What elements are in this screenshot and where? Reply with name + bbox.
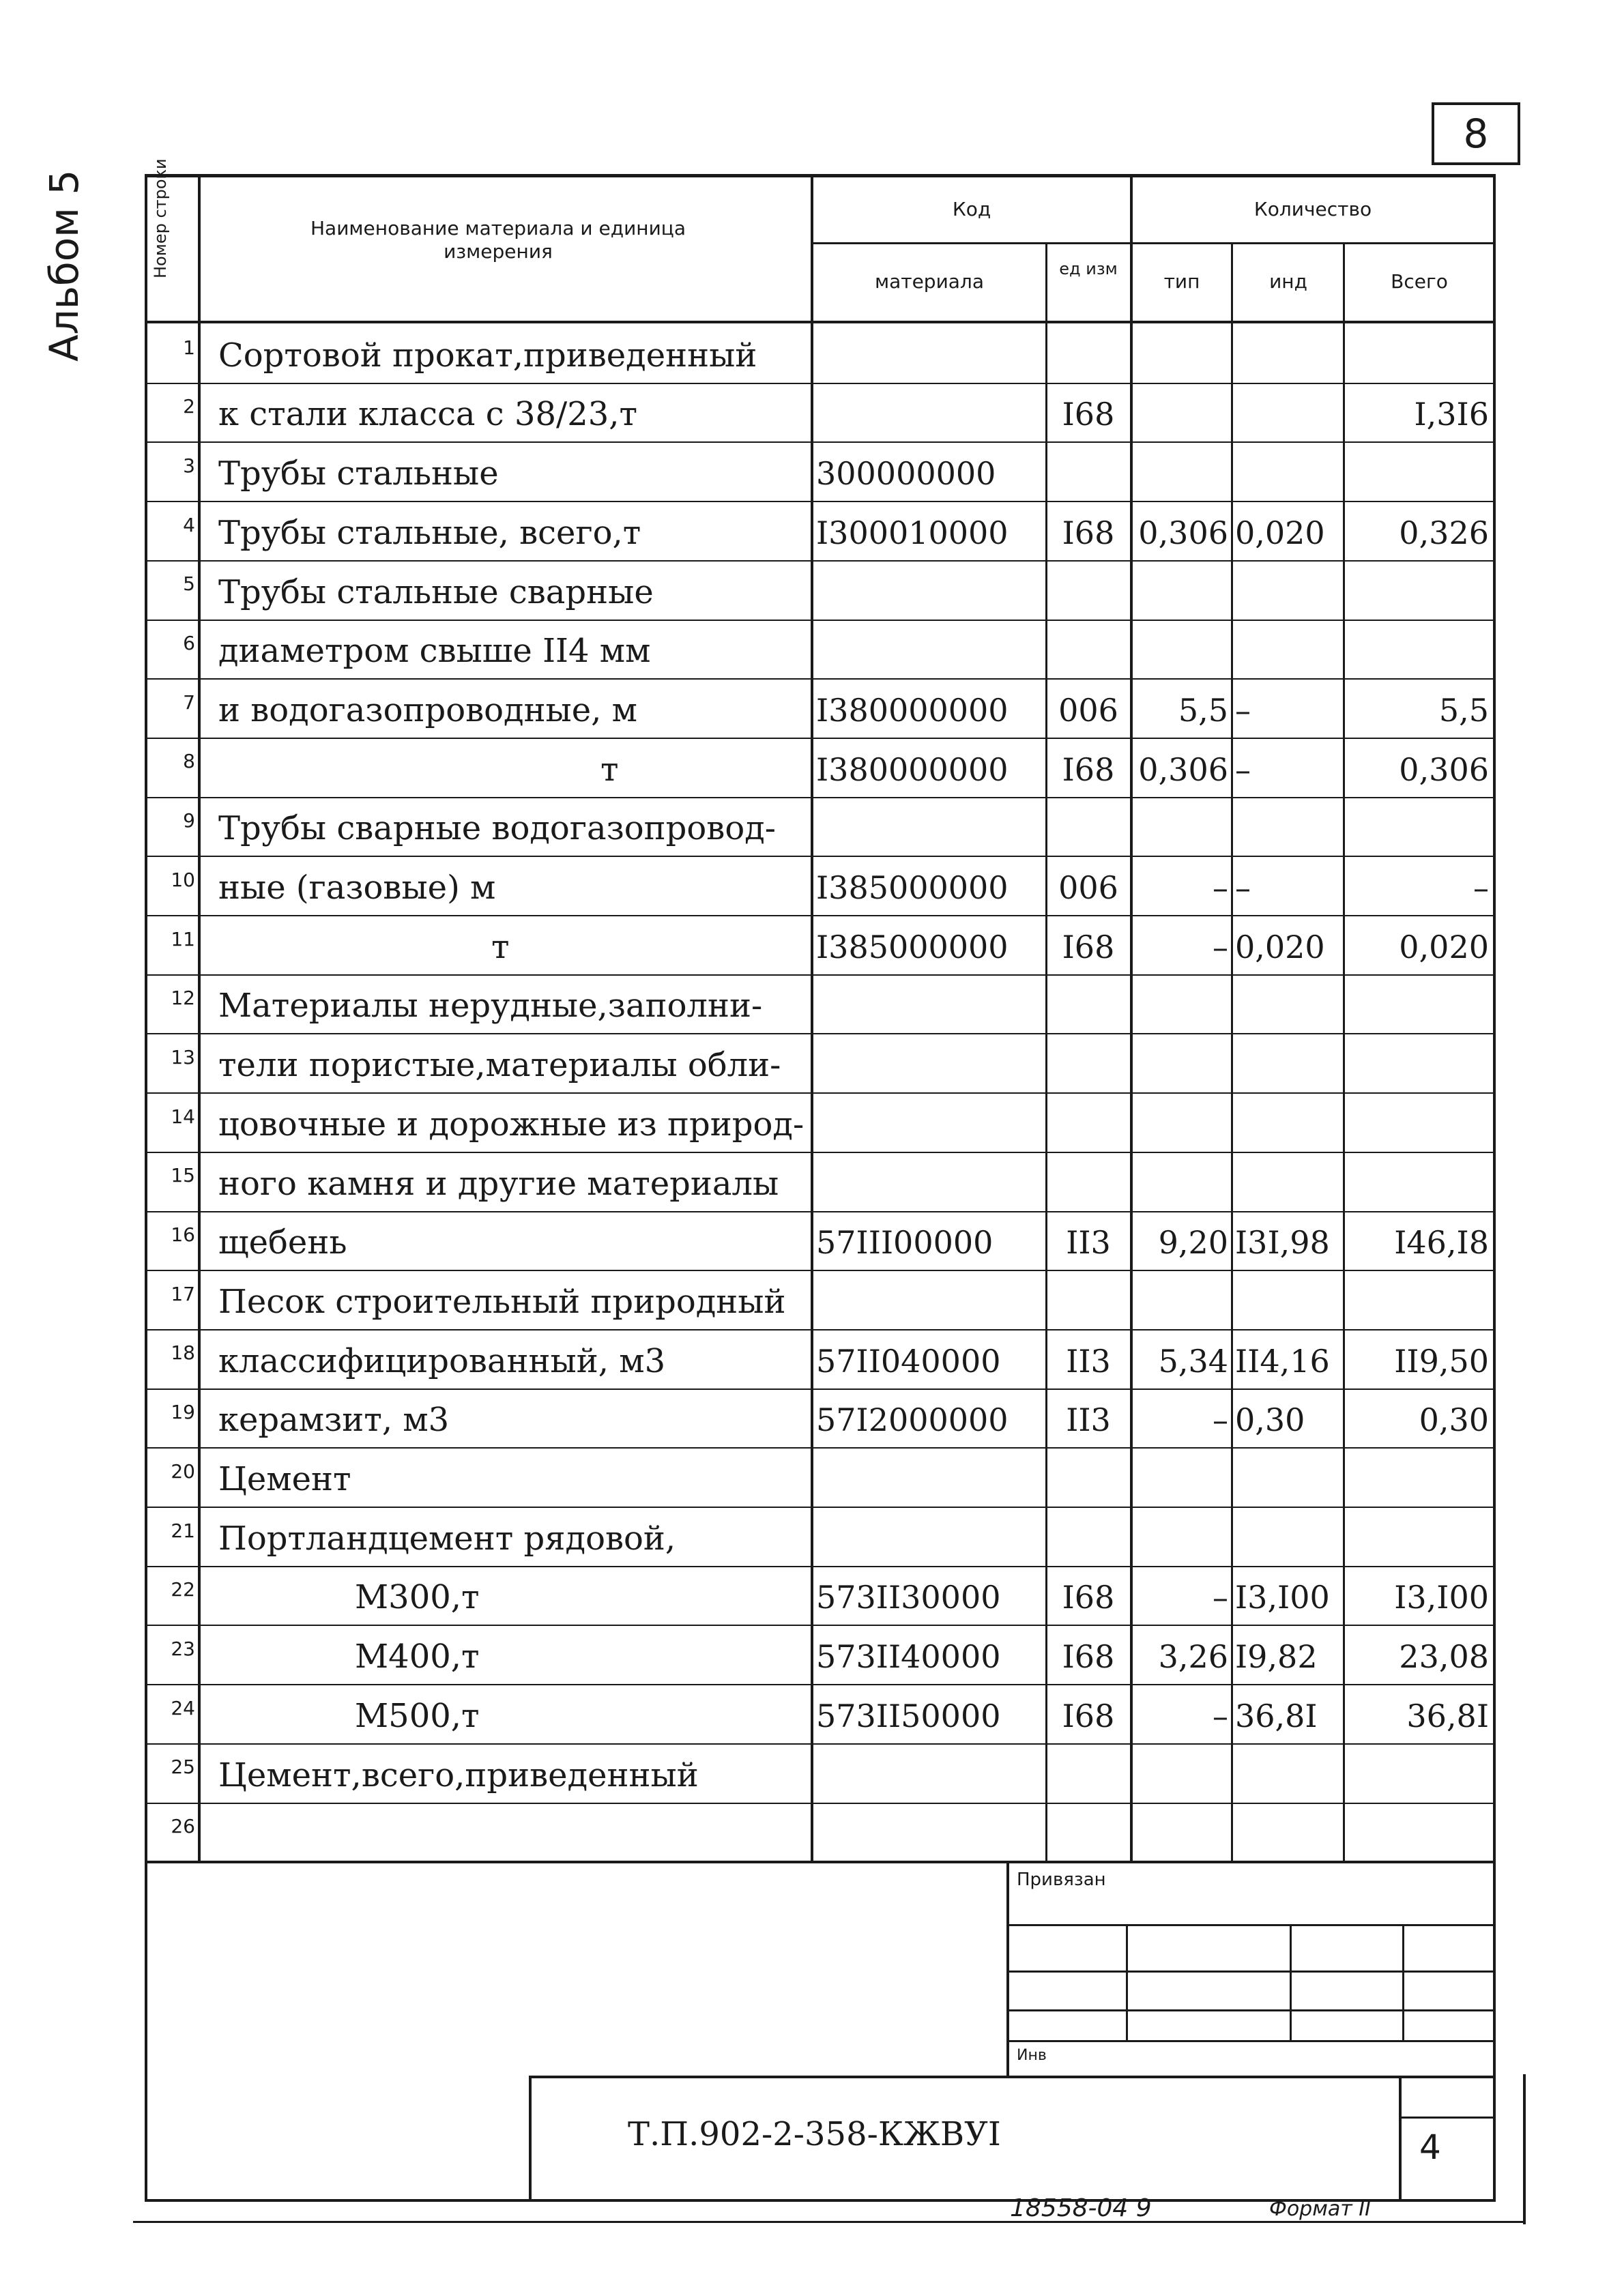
row-no-cell: 12 xyxy=(171,987,195,1010)
row-separator xyxy=(147,383,1493,384)
row-ind-cell: 36,8I xyxy=(1235,1697,1318,1734)
row-code-cell: 57III00000 xyxy=(816,1224,994,1262)
row-ind-cell: 0,30 xyxy=(1235,1401,1305,1439)
row-separator xyxy=(147,1033,1493,1034)
row-name-cell: Сортовой прокат,приведенный xyxy=(218,336,757,375)
row-no-cell: 14 xyxy=(171,1105,195,1128)
header-qty-ind: инд xyxy=(1269,270,1307,293)
row-no-cell: 8 xyxy=(183,750,195,773)
row-separator xyxy=(147,560,1493,562)
row-no-cell: 15 xyxy=(171,1164,195,1187)
footer-note: 18558-04 9 xyxy=(1010,2194,1152,2222)
row-unit-cell: I68 xyxy=(1062,1638,1115,1676)
row-no-cell: 13 xyxy=(171,1045,195,1068)
row-unit-cell: 006 xyxy=(1058,869,1118,907)
row-unit-cell: II3 xyxy=(1066,1224,1111,1262)
row-total-cell: 5,5 xyxy=(1438,691,1489,729)
row-typ-cell: 0,306 xyxy=(1138,514,1228,551)
row-name-cell: Материалы нерудные,заполни- xyxy=(218,987,763,1026)
row-name-cell: тели пористые,материалы обли- xyxy=(218,1046,781,1085)
row-no-cell: 1 xyxy=(183,336,195,359)
row-name-cell: ного камня и другие материалы xyxy=(218,1164,779,1203)
header-quantity: Количество xyxy=(1253,198,1372,220)
row-name-cell: Цемент,всего,приведенный xyxy=(218,1756,699,1794)
row-no-cell: 21 xyxy=(171,1519,195,1542)
row-unit-cell: I68 xyxy=(1062,928,1115,965)
row-ind-cell: I9,82 xyxy=(1235,1638,1318,1676)
row-name-cell: цовочные и дорожные из природ- xyxy=(218,1105,804,1144)
row-unit-cell: I68 xyxy=(1062,1579,1115,1616)
row-name-cell: т xyxy=(491,927,510,966)
row-typ-cell: – xyxy=(1213,869,1228,907)
header-qty-total: Всего xyxy=(1391,270,1448,293)
header-name: Наименование материала и единица измерения xyxy=(310,217,686,263)
row-code-cell: 573II30000 xyxy=(816,1579,1001,1616)
header-code-material: материала xyxy=(874,270,984,293)
row-no-cell: 26 xyxy=(171,1815,195,1838)
row-unit-cell: 006 xyxy=(1058,691,1118,729)
row-name-cell: М300,т xyxy=(355,1578,480,1617)
row-code-cell: I380000000 xyxy=(816,691,1009,729)
row-typ-cell: – xyxy=(1213,1579,1228,1616)
row-no-cell: 10 xyxy=(171,868,195,891)
row-no-cell: 16 xyxy=(171,1223,195,1247)
row-no-cell: 5 xyxy=(183,572,195,596)
row-code-cell: 300000000 xyxy=(816,455,996,493)
row-name-cell: Трубы стальные сварные xyxy=(218,572,654,611)
row-separator xyxy=(147,856,1493,857)
row-typ-cell: 0,306 xyxy=(1138,751,1228,788)
row-no-cell: 9 xyxy=(183,809,195,832)
header-row-no: Номер строки xyxy=(151,158,170,278)
row-name-cell: классифицированный, м3 xyxy=(218,1341,666,1380)
row-name-cell: щебень xyxy=(218,1223,347,1262)
format-label: Формат II xyxy=(1269,2197,1371,2221)
row-total-cell: 0,326 xyxy=(1399,514,1489,551)
row-code-cell: 573II50000 xyxy=(816,1697,1001,1734)
row-no-cell: 18 xyxy=(171,1341,195,1365)
row-typ-cell: – xyxy=(1213,1401,1228,1439)
row-typ-cell: 9,20 xyxy=(1158,1224,1228,1262)
row-no-cell: 25 xyxy=(171,1756,195,1779)
row-separator xyxy=(147,441,1493,443)
row-unit-cell: II3 xyxy=(1066,1401,1111,1439)
row-name-cell: Трубы сварные водогазопровод- xyxy=(218,809,776,848)
row-name-cell: керамзит, м3 xyxy=(218,1401,450,1440)
row-total-cell: 0,020 xyxy=(1399,928,1489,965)
row-separator xyxy=(147,1507,1493,1508)
row-separator xyxy=(147,1152,1493,1153)
header-code-unit: ед изм xyxy=(1059,259,1118,278)
row-ind-cell: 0,020 xyxy=(1235,514,1325,551)
row-separator xyxy=(147,1625,1493,1626)
row-separator xyxy=(147,1092,1493,1094)
row-name-cell: Песок строительный природный xyxy=(218,1282,786,1321)
row-separator xyxy=(147,1329,1493,1330)
row-unit-cell: I68 xyxy=(1062,1697,1115,1734)
row-code-cell: I300010000 xyxy=(816,514,1009,551)
row-no-cell: 22 xyxy=(171,1578,195,1601)
row-ind-cell: – xyxy=(1235,751,1251,788)
row-code-cell: 57I2000000 xyxy=(816,1401,1009,1439)
row-separator xyxy=(147,1566,1493,1567)
row-no-cell: 23 xyxy=(171,1637,195,1660)
row-total-cell: I,3I6 xyxy=(1414,396,1489,433)
row-separator xyxy=(147,797,1493,798)
row-ind-cell: 0,020 xyxy=(1235,928,1325,965)
row-separator xyxy=(147,738,1493,739)
row-separator xyxy=(147,620,1493,621)
row-ind-cell: – xyxy=(1235,691,1251,729)
row-separator xyxy=(147,1447,1493,1449)
row-typ-cell: – xyxy=(1213,1697,1228,1734)
row-separator xyxy=(147,1388,1493,1390)
row-no-cell: 2 xyxy=(183,395,195,418)
sheet-number: 4 xyxy=(1419,2127,1441,2167)
row-name-cell: Трубы стальные, всего,т xyxy=(218,513,641,552)
row-code-cell: I385000000 xyxy=(816,869,1009,907)
row-ind-cell: I3,I00 xyxy=(1235,1579,1330,1616)
row-total-cell: II9,50 xyxy=(1394,1342,1489,1380)
album-label: Альбом 5 xyxy=(41,169,87,362)
row-total-cell: I46,I8 xyxy=(1394,1224,1489,1262)
page-number: 8 xyxy=(1432,102,1520,165)
row-no-cell: 3 xyxy=(183,454,195,477)
row-no-cell: 17 xyxy=(171,1282,195,1305)
row-name-cell: Портландцемент рядовой, xyxy=(218,1519,676,1558)
row-name-cell: М500,т xyxy=(355,1696,480,1735)
row-no-cell: 19 xyxy=(171,1401,195,1424)
row-name-cell: и водогазопроводные, м xyxy=(218,690,638,729)
row-separator xyxy=(147,1803,1493,1804)
row-code-cell: I385000000 xyxy=(816,928,1009,965)
row-total-cell: I3,I00 xyxy=(1394,1579,1489,1616)
row-name-cell: Цемент xyxy=(218,1460,351,1499)
row-separator xyxy=(147,1270,1493,1271)
row-unit-cell: I68 xyxy=(1062,751,1115,788)
row-no-cell: 11 xyxy=(171,927,195,950)
row-typ-cell: – xyxy=(1213,928,1228,965)
row-no-cell: 7 xyxy=(183,690,195,714)
row-no-cell: 24 xyxy=(171,1696,195,1719)
row-total-cell: 0,306 xyxy=(1399,751,1489,788)
row-no-cell: 4 xyxy=(183,513,195,536)
row-typ-cell: 3,26 xyxy=(1158,1638,1228,1676)
row-name-cell: ные (газовые) м xyxy=(218,869,496,907)
row-name-cell: диаметром свыше II4 мм xyxy=(218,632,651,671)
row-code-cell: 57II040000 xyxy=(816,1342,1001,1380)
inventory-label: Инв xyxy=(1017,2047,1047,2064)
row-total-cell: 36,8I xyxy=(1406,1697,1489,1734)
row-separator xyxy=(147,1211,1493,1212)
row-name-cell: т xyxy=(600,750,619,789)
row-separator xyxy=(147,678,1493,680)
row-no-cell: 20 xyxy=(171,1459,195,1483)
row-separator xyxy=(147,501,1493,502)
row-typ-cell: 5,34 xyxy=(1158,1342,1228,1380)
row-unit-cell: I68 xyxy=(1062,396,1115,433)
row-total-cell: – xyxy=(1473,869,1489,907)
row-name-cell: М400,т xyxy=(355,1638,480,1676)
row-unit-cell: II3 xyxy=(1066,1342,1111,1380)
row-total-cell: 23,08 xyxy=(1399,1638,1489,1676)
document-code: Т.П.902-2-358-КЖВУI xyxy=(628,2115,1001,2153)
row-separator xyxy=(147,1743,1493,1745)
header-qty-typ: тип xyxy=(1163,270,1200,293)
row-code-cell: I380000000 xyxy=(816,751,1009,788)
row-total-cell: 0,30 xyxy=(1419,1401,1489,1439)
row-name-cell: к стали класса с 38/23,т xyxy=(218,395,638,434)
linked-label: Привязан xyxy=(1017,1870,1106,1890)
row-code-cell: 573II40000 xyxy=(816,1638,1001,1676)
row-ind-cell: II4,16 xyxy=(1235,1342,1330,1380)
row-separator xyxy=(147,974,1493,976)
row-no-cell: 6 xyxy=(183,632,195,655)
row-ind-cell: – xyxy=(1235,869,1251,907)
row-separator xyxy=(147,915,1493,916)
row-ind-cell: I3I,98 xyxy=(1235,1224,1330,1262)
row-name-cell: Трубы стальные xyxy=(218,454,499,493)
header-code: Код xyxy=(952,198,991,220)
row-unit-cell: I68 xyxy=(1062,514,1115,551)
row-separator xyxy=(147,1684,1493,1685)
row-typ-cell: 5,5 xyxy=(1178,691,1228,729)
